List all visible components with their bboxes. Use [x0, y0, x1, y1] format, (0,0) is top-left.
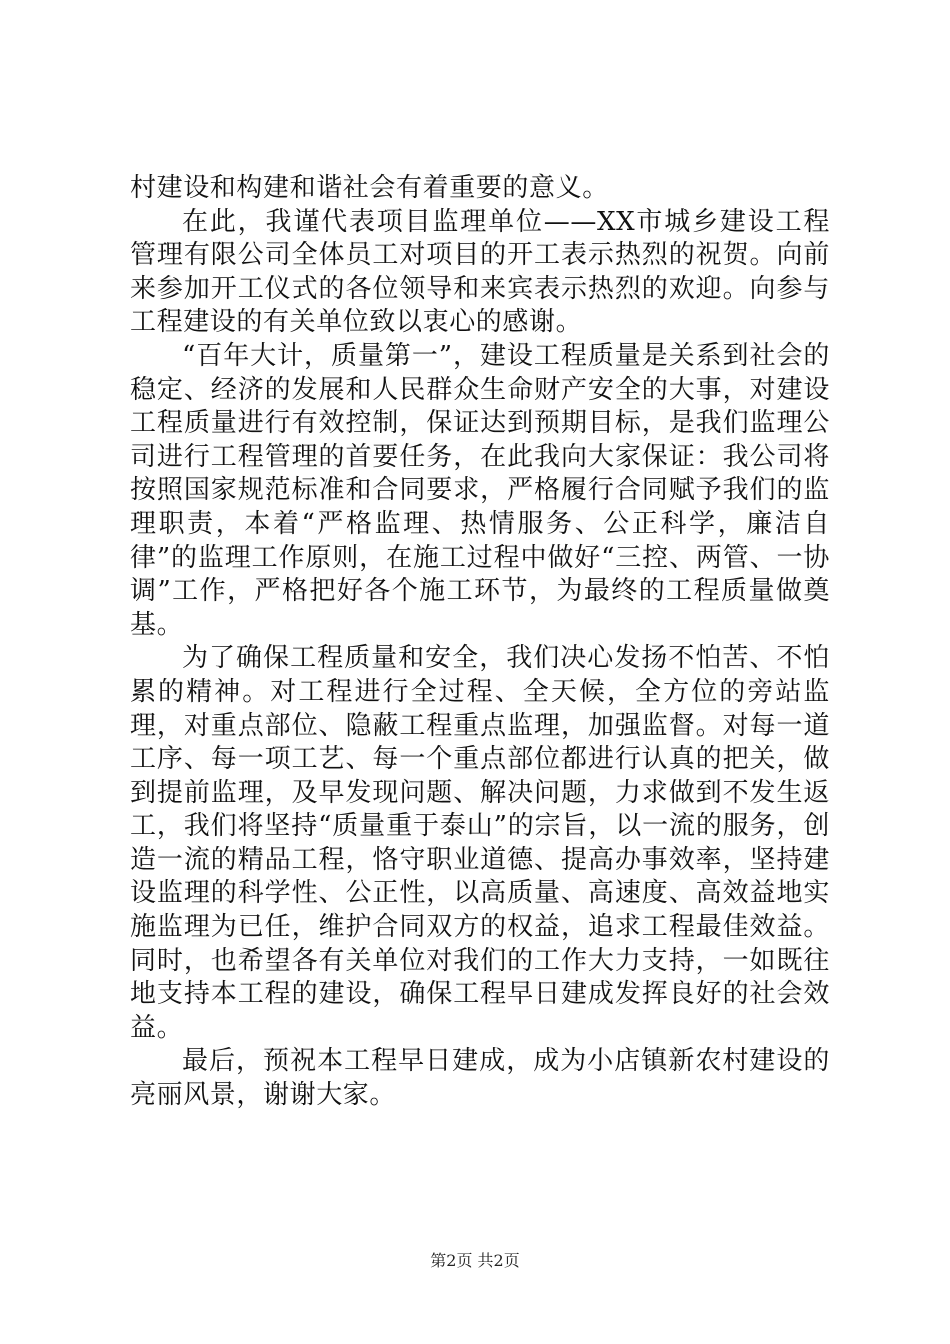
paragraph-closing: 最后，预祝本工程早日建成，成为小店镇新农村建设的亮丽风景，谢谢大家。: [130, 1046, 830, 1111]
paragraph-greeting: 在此，我谨代表项目监理单位——XX市城乡建设工程管理有限公司全体员工对项目的开工表示热烈的祝贺。向前来参加开工仪式的各位领导和来宾表示热烈的欢迎。向参与工程建设的有关单位致以衷心的感谢。: [130, 206, 830, 338]
paragraph-continuation: 村建设和构建和谐社会有着重要的意义。: [130, 173, 609, 203]
page-number-footer: 第2页 共2页: [430, 1251, 520, 1270]
paragraph-quality-commitment: “百年大计，质量第一”，建设工程质量是关系到社会的稳定、经济的发展和人民群众生命财产安全的大事，对建设工程质量进行有效控制，保证达到预期目标，是我们监理公司进行工程管理的首要任务，在此我向大家保证：我公司将按照国家规范标准和合同要求，严格履行合同赋予我们的监理职责，本着“严格监理、热情服务、公正科学，廉洁自律”的监理工作原则，在施工过程中做好“三控、两管、一协调”工作，严格把好各个施工环节，为最终的工程质量做奠基。: [130, 340, 830, 640]
paragraph-safety-determination: 为了确保工程质量和安全，我们决心发扬不怕苦、不怕累的精神。对工程进行全过程、全天候，全方位的旁站监理，对重点部位、隐蔽工程重点监理，加强监督。对每一道工序、每一项工艺、每一个重点部位都进行认真的把关，做到提前监理，及早发现问题、解决问题，力求做到不发生返工，我们将坚持“质量重于泰山”的宗旨，以一流的服务，创造一流的精品工程，恪守职业道德、提高办事效率，坚持建设监理的科学性、公正性，以高质量、高速度、高效益地实施监理为已任，维护合同双方的权益，追求工程最佳效益。同时，也希望各有关单位对我们的工作大力支持，一如既往地支持本工程的建设，确保工程早日建成发挥良好的社会效益。: [130, 643, 830, 1043]
document-body: [130, 172, 830, 1113]
